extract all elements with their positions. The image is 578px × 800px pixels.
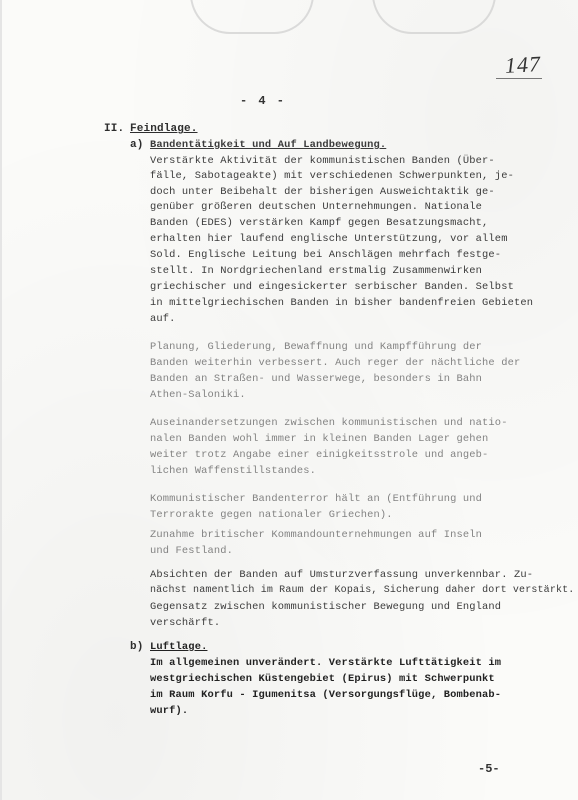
text-line: Absichten der Banden auf Umsturzverfassung unverkennbar. Zu-: [150, 569, 534, 581]
text-line: Terrorakte gegen nationaler Griechen).: [150, 509, 393, 521]
text-line: westgriechischen Küstengebiet (Epirus) mit Schwerpunkt: [150, 673, 495, 685]
text-line: fälle, Sabotageakte) mit verschiedenen Schwerpunkten, je-: [150, 170, 514, 182]
page-number: - 4 -: [240, 94, 287, 108]
text-line: Banden weiterhin verbessert. Auch reger der nächtliche der: [150, 357, 521, 369]
text-line: Verstärkte Aktivität der kommunistischen Banden (Über-: [150, 155, 495, 167]
punch-hole-mark: [372, 0, 496, 34]
text-line: im Raum Korfu - Igumenitsa (Versorgungsflüge, Bombenab-: [150, 689, 502, 701]
text-line: genüber größeren deutschen Unternehmungen. Nationale: [150, 201, 483, 213]
text-line: doch unter Beibehalt der bisherigen Ausweichtaktik ge-: [150, 186, 495, 198]
text-line: verschärft.: [150, 617, 221, 629]
text-line: Kommunistischer Bandenterror hält an (Entführung und: [150, 493, 483, 505]
text-line: Planung, Gliederung, Bewaffnung und Kampfführung der: [150, 341, 483, 353]
text-line: und Festland.: [150, 545, 234, 557]
text-line: stellt. In Nordgriechenland erstmalig Zusammenwirken: [150, 265, 483, 277]
text-line: Auseinandersetzungen zwischen kommunistischen und natio-: [150, 417, 508, 429]
text-line: Sold. Englische Leitung bei Anschlägen mehrfach festge-: [150, 249, 502, 261]
text-line: weiter trotz Angabe einer einigkeitsstrole und angeb-: [150, 449, 489, 461]
text-line: Im allgemeinen unverändert. Verstärkte Lufttätigkeit im: [150, 657, 502, 669]
text-line: wurf).: [150, 705, 189, 717]
section-title: Feindlage.: [130, 123, 198, 135]
text-line: nalen Banden wohl immer in kleinen Banden Lager gehen: [150, 433, 489, 445]
text-line: erhalten hier laufend englische Unterstützung, vor allem: [150, 233, 508, 245]
text-line: auf.: [150, 313, 176, 325]
section-number: II.: [104, 123, 125, 135]
text-line: lichen Waffenstillstandes.: [150, 465, 317, 477]
text-line: Gegensatz zwischen kommunistischer Bewegung und England: [150, 601, 502, 613]
text-line: nächst namentlich im Raum der Kopais, Sicherung daher dort verstärkt.: [150, 585, 575, 596]
text-line: Zunahme britischer Kommandounternehmungen auf Inseln: [150, 529, 483, 541]
subsection-a-title: Bandentätigkeit und Auf Landbewegung.: [150, 139, 387, 151]
text-line: griechischer und eingesickerter serbischer Banden. Selbst: [150, 281, 514, 293]
subsection-b-title: Luftlage.: [150, 641, 208, 653]
folio-underline: [496, 78, 542, 79]
text-line: in mittelgriechischen Banden in bisher bandenfreien Gebieten: [150, 297, 534, 309]
folio-number: 147: [504, 51, 542, 78]
subsection-b-label: b): [130, 641, 144, 653]
text-line: Banden (EDES) verstärken Kampf gegen Besatzungsmacht,: [150, 217, 489, 229]
page-edge: [0, 0, 2, 800]
punch-hole-mark: [190, 0, 314, 34]
text-line: Athen-Saloniki.: [150, 389, 246, 401]
subsection-a-label: a): [130, 139, 144, 151]
text-line: Banden an Straßen- und Wasserwege, besonders in Bahn: [150, 373, 483, 385]
next-page-indicator: -5-: [478, 762, 500, 776]
